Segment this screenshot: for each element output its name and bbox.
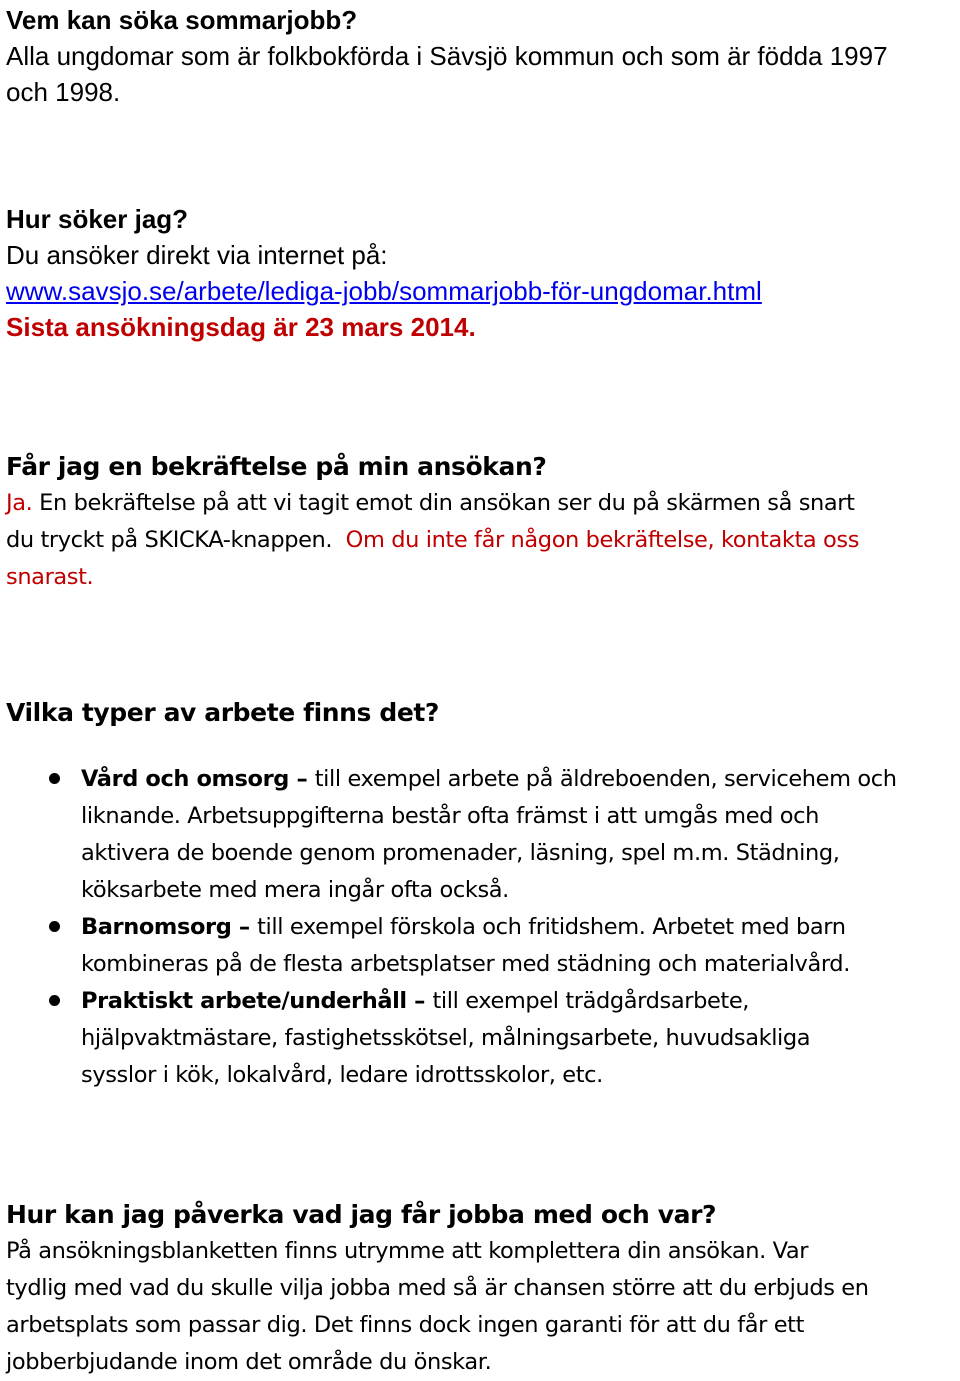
- term-care: Vård och omsorg: [81, 766, 290, 792]
- list-item-care-line-3: aktivera de boende genom promenader, läsning, spel m.m. Städning,: [81, 840, 840, 866]
- bullet-icon: [49, 773, 60, 784]
- list-item-care-line-2: liknande. Arbetsuppgifterna består ofta främst i att umgås med och: [81, 803, 819, 829]
- term-practical: Praktiskt arbete/underhåll: [81, 988, 407, 1014]
- list-item-care: [81, 761, 958, 909]
- list-item-childcare: [81, 909, 958, 983]
- list-item-practical-line-3: sysslor i kök, lokalvård, ledare idrottsskolor, etc.: [81, 1062, 603, 1088]
- bullet-icon: [49, 995, 60, 1006]
- deadline-text: Sista ansökningsdag är 23 mars 2014.: [6, 312, 476, 342]
- eligibility-line-1: Alla ungdomar som är folkbokförda i Sävsjö kommun och som är födda 1997: [6, 41, 888, 71]
- heading-job-types: Vilka typer av arbete finns det?: [6, 698, 440, 727]
- influence-line-2: tydlig med vad du skulle vilja jobba med så är chansen större att du erbjuds en: [6, 1275, 869, 1301]
- list-item-practical-line-2: hjälpvaktmästare, fastighetsskötsel, målningsarbete, huvudsakliga: [81, 1025, 811, 1051]
- heading-influence: Hur kan jag påverka vad jag får jobba med och var?: [6, 1200, 717, 1229]
- confirmation-line-1: [6, 485, 958, 522]
- confirmation-line-2-a: du tryckt på SKICKA-knappen.: [6, 527, 333, 553]
- list-item-childcare-line-1: Barnomsorg – till exempel förskola och fritidshem. Arbetet med barn: [81, 914, 846, 940]
- section-who-can-apply: [6, 2, 888, 110]
- heading-who-can-apply: Vem kan söka sommarjobb?: [6, 5, 358, 35]
- answer-yes: Ja.: [6, 490, 33, 516]
- section-confirmation: [6, 448, 958, 596]
- eligibility-line-2: och 1998.: [6, 77, 121, 107]
- heading-how-to-apply: Hur söker jag?: [6, 204, 189, 234]
- confirmation-line-3: snarast.: [6, 564, 94, 590]
- apply-instruction: Du ansöker direkt via internet på:: [6, 240, 388, 270]
- list-item-care-line-4: köksarbete med mera ingår ofta också.: [81, 877, 509, 903]
- list-item-practical: [81, 983, 958, 1094]
- bullet-icon: [49, 921, 60, 932]
- section-how-to-apply: [6, 201, 762, 345]
- application-link[interactable]: www.savsjo.se/arbete/lediga-jobb/sommarjobb-för-ungdomar.html: [6, 276, 762, 306]
- confirmation-line-2: [6, 522, 958, 559]
- list-item-childcare-line-2: kombineras på de flesta arbetsplatser med städning och materialvård.: [81, 951, 850, 977]
- list-item-practical-line-1: Praktiskt arbete/underhåll – till exempel trädgårdsarbete,: [81, 988, 750, 1014]
- heading-confirmation: Får jag en bekräftelse på min ansökan?: [6, 452, 547, 481]
- list-item-care-line-1: Vård och omsorg – till exempel arbete på äldreboenden, servicehem och: [81, 766, 897, 792]
- section-influence: [6, 1196, 958, 1381]
- influence-line-4: jobberbjudande inom det område du önskar.: [6, 1349, 492, 1375]
- influence-line-1: På ansökningsblanketten finns utrymme att komplettera din ansökan. Var: [6, 1238, 809, 1264]
- influence-line-3: arbetsplats som passar dig. Det finns dock ingen garanti för att du får ett: [6, 1312, 805, 1338]
- confirmation-line-2-b: Om du inte får någon bekräftelse, kontakta oss: [332, 527, 860, 553]
- job-types-list: [81, 761, 958, 1094]
- section-job-types: [6, 694, 958, 1094]
- confirmation-line-1-rest: En bekräftelse på att vi tagit emot din ansökan ser du på skärmen så snart: [32, 490, 855, 516]
- term-childcare: Barnomsorg: [81, 914, 232, 940]
